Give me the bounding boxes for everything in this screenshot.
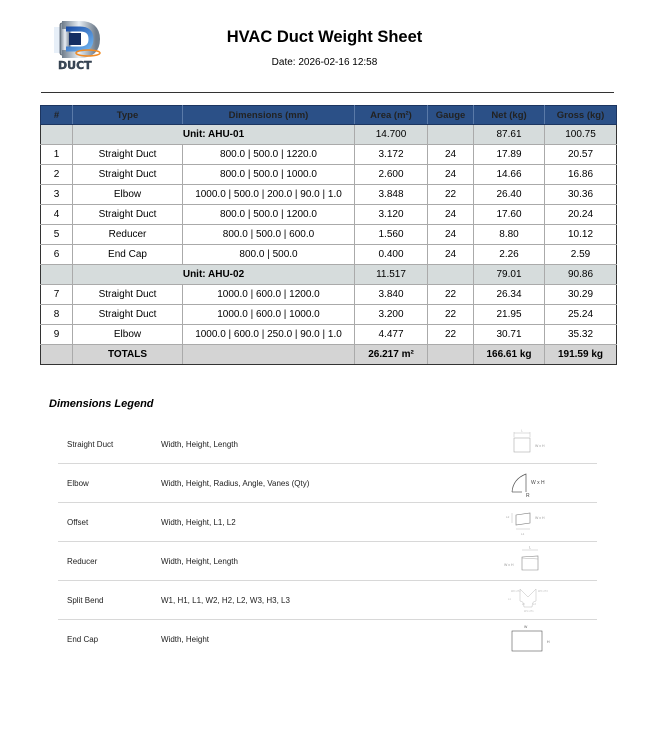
row-area: 1.560: [355, 225, 428, 245]
unit-label: Unit: AHU-01: [73, 125, 355, 145]
unit-gauge: [428, 265, 474, 285]
row-net: 21.95: [474, 305, 545, 325]
legend-item-dims: Width, Height, Radius, Angle, Vanes (Qty): [161, 479, 310, 488]
table-row: [41, 245, 617, 265]
row-area: 4.477: [355, 325, 428, 345]
row-net: 26.40: [474, 185, 545, 205]
row-gross: 20.57: [545, 145, 617, 165]
row-gross: 25.24: [545, 305, 617, 325]
svg-text:L3: L3: [533, 603, 536, 606]
row-number: 2: [41, 165, 73, 185]
legend-row: [58, 620, 597, 658]
row-gauge: 24: [428, 245, 474, 265]
totals-label: TOTALS: [73, 345, 183, 365]
totals-net: 166.61 kg: [474, 345, 545, 365]
legend-row: [58, 425, 597, 464]
row-type: Straight Duct: [73, 285, 183, 305]
legend-row: [58, 542, 597, 581]
row-gauge: 24: [428, 205, 474, 225]
totals-number-cell: [41, 345, 73, 365]
table-row: [41, 205, 617, 225]
col-header-net: Net (kg): [474, 106, 545, 125]
row-net: 30.71: [474, 325, 545, 345]
row-dimensions: 1000.0 | 600.0 | 250.0 | 90.0 | 1.0: [183, 325, 355, 345]
svg-text:W1 x H1: W1 x H1: [524, 610, 534, 613]
svg-text:L: L: [529, 545, 531, 550]
row-type: Straight Duct: [73, 205, 183, 225]
row-dimensions: 800.0 | 500.0 | 1000.0: [183, 165, 355, 185]
dimensions-legend: [58, 425, 597, 658]
row-area: 3.848: [355, 185, 428, 205]
svg-text:L2: L2: [506, 515, 510, 519]
row-type: Straight Duct: [73, 165, 183, 185]
straight-duct-diagram: [498, 427, 558, 461]
row-type: Straight Duct: [73, 145, 183, 165]
svg-text:DUCT: DUCT: [58, 59, 92, 72]
row-area: 0.400: [355, 245, 428, 265]
svg-text:L2: L2: [522, 603, 525, 606]
split-bend-diagram: [498, 583, 558, 617]
legend-item-name: Straight Duct: [67, 440, 114, 449]
reducer-diagram: [498, 544, 558, 578]
row-dimensions: 800.0 | 500.0 | 1200.0: [183, 205, 355, 225]
totals-gauge-cell: [428, 345, 474, 365]
table-row: [41, 145, 617, 165]
row-net: 2.26: [474, 245, 545, 265]
legend-item-dims: Width, Height, Length: [161, 440, 238, 449]
header-divider: [41, 92, 614, 93]
row-gauge: 24: [428, 225, 474, 245]
legend-item-name: Elbow: [67, 479, 89, 488]
unit-row-ahu-02: [41, 265, 617, 285]
svg-text:R: R: [526, 493, 530, 499]
row-number: 7: [41, 285, 73, 305]
totals-area: 26.217 m²: [355, 345, 428, 365]
unit-label: Unit: AHU-02: [73, 265, 355, 285]
row-gauge: 22: [428, 185, 474, 205]
page-title: HVAC Duct Weight Sheet: [226, 28, 423, 46]
unit-area: 14.700: [355, 125, 428, 145]
row-gauge: 22: [428, 325, 474, 345]
table-row: [41, 285, 617, 305]
svg-text:W x H: W x H: [535, 516, 545, 520]
unit-gross: 90.86: [545, 265, 617, 285]
col-header-type: Type: [73, 106, 183, 125]
legend-item-dims: W1, H1, L1, W2, H2, L2, W3, H3, L3: [161, 596, 290, 605]
legend-item-dims: Width, Height: [161, 635, 210, 644]
col-header-area: Area (m²): [355, 106, 428, 125]
svg-text:L: L: [521, 428, 523, 433]
row-net: 14.66: [474, 165, 545, 185]
svg-text:L1: L1: [521, 532, 525, 536]
unit-number-cell: [41, 265, 73, 285]
legend-item-name: End Cap: [67, 635, 99, 644]
svg-text:L1: L1: [508, 598, 511, 601]
row-type: End Cap: [73, 245, 183, 265]
row-type: Elbow: [73, 325, 183, 345]
row-gross: 35.32: [545, 325, 617, 345]
row-number: 3: [41, 185, 73, 205]
row-type: Elbow: [73, 185, 183, 205]
row-gross: 30.36: [545, 185, 617, 205]
totals-row: [41, 345, 617, 365]
row-gross: 16.86: [545, 165, 617, 185]
row-type: Straight Duct: [73, 305, 183, 325]
end-cap-diagram: [498, 622, 558, 656]
unit-net: 79.01: [474, 265, 545, 285]
legend-title: Dimensions Legend: [49, 398, 154, 410]
row-dimensions: 800.0 | 500.0 | 600.0: [183, 225, 355, 245]
row-type: Reducer: [73, 225, 183, 245]
row-area: 2.600: [355, 165, 428, 185]
totals-dimensions-cell: [183, 345, 355, 365]
row-area: 3.120: [355, 205, 428, 225]
row-gauge: 24: [428, 145, 474, 165]
duct-weight-table: [40, 105, 617, 365]
legend-item-name: Offset: [67, 518, 89, 527]
totals-gross: 191.59 kg: [545, 345, 617, 365]
offset-diagram: [498, 505, 558, 539]
unit-gauge: [428, 125, 474, 145]
row-gross: 10.12: [545, 225, 617, 245]
unit-number-cell: [41, 125, 73, 145]
unit-net: 87.61: [474, 125, 545, 145]
row-dimensions: 1000.0 | 600.0 | 1200.0: [183, 285, 355, 305]
legend-row: [58, 503, 597, 542]
svg-text:W2 x H2: W2 x H2: [511, 590, 521, 593]
row-dimensions: 800.0 | 500.0 | 1220.0: [183, 145, 355, 165]
col-header-number: #: [41, 106, 73, 125]
legend-item-dims: Width, Height, L1, L2: [161, 518, 236, 527]
row-net: 17.60: [474, 205, 545, 225]
row-number: 6: [41, 245, 73, 265]
unit-row-ahu-01: [41, 125, 617, 145]
row-net: 17.89: [474, 145, 545, 165]
table-row: [41, 305, 617, 325]
col-header-dimensions: Dimensions (mm): [183, 106, 355, 125]
elbow-diagram: [498, 466, 558, 500]
legend-row: [58, 581, 597, 620]
row-net: 26.34: [474, 285, 545, 305]
row-number: 4: [41, 205, 73, 225]
unit-area: 11.517: [355, 265, 428, 285]
row-gross: 2.59: [545, 245, 617, 265]
row-net: 8.80: [474, 225, 545, 245]
svg-text:W x H: W x H: [535, 444, 545, 448]
col-header-gross: Gross (kg): [545, 106, 617, 125]
row-number: 9: [41, 325, 73, 345]
row-area: 3.200: [355, 305, 428, 325]
svg-text:H: H: [547, 640, 550, 644]
table-row: [41, 165, 617, 185]
svg-text:W: W: [524, 625, 528, 629]
row-gauge: 22: [428, 285, 474, 305]
table-row: [41, 185, 617, 205]
unit-gross: 100.75: [545, 125, 617, 145]
row-area: 3.840: [355, 285, 428, 305]
row-gauge: 22: [428, 305, 474, 325]
row-dimensions: 1000.0 | 500.0 | 200.0 | 90.0 | 1.0: [183, 185, 355, 205]
col-header-gauge: Gauge: [428, 106, 474, 125]
legend-row: [58, 464, 597, 503]
row-number: 1: [41, 145, 73, 165]
row-number: 5: [41, 225, 73, 245]
row-gross: 30.29: [545, 285, 617, 305]
svg-text:W x H: W x H: [504, 563, 514, 567]
row-dimensions: 1000.0 | 600.0 | 1000.0: [183, 305, 355, 325]
svg-text:W x H: W x H: [531, 480, 545, 486]
row-gauge: 24: [428, 165, 474, 185]
svg-text:W3 x H3: W3 x H3: [538, 590, 548, 593]
row-number: 8: [41, 305, 73, 325]
table-row: [41, 325, 617, 345]
table-row: [41, 225, 617, 245]
legend-item-dims: Width, Height, Length: [161, 557, 238, 566]
legend-item-name: Reducer: [67, 557, 98, 566]
report-date: Date: 2026-02-16 12:58: [271, 57, 378, 68]
row-area: 3.172: [355, 145, 428, 165]
legend-item-name: Split Bend: [67, 596, 104, 605]
table-header-row: [41, 106, 617, 125]
row-dimensions: 800.0 | 500.0: [183, 245, 355, 265]
row-gross: 20.24: [545, 205, 617, 225]
